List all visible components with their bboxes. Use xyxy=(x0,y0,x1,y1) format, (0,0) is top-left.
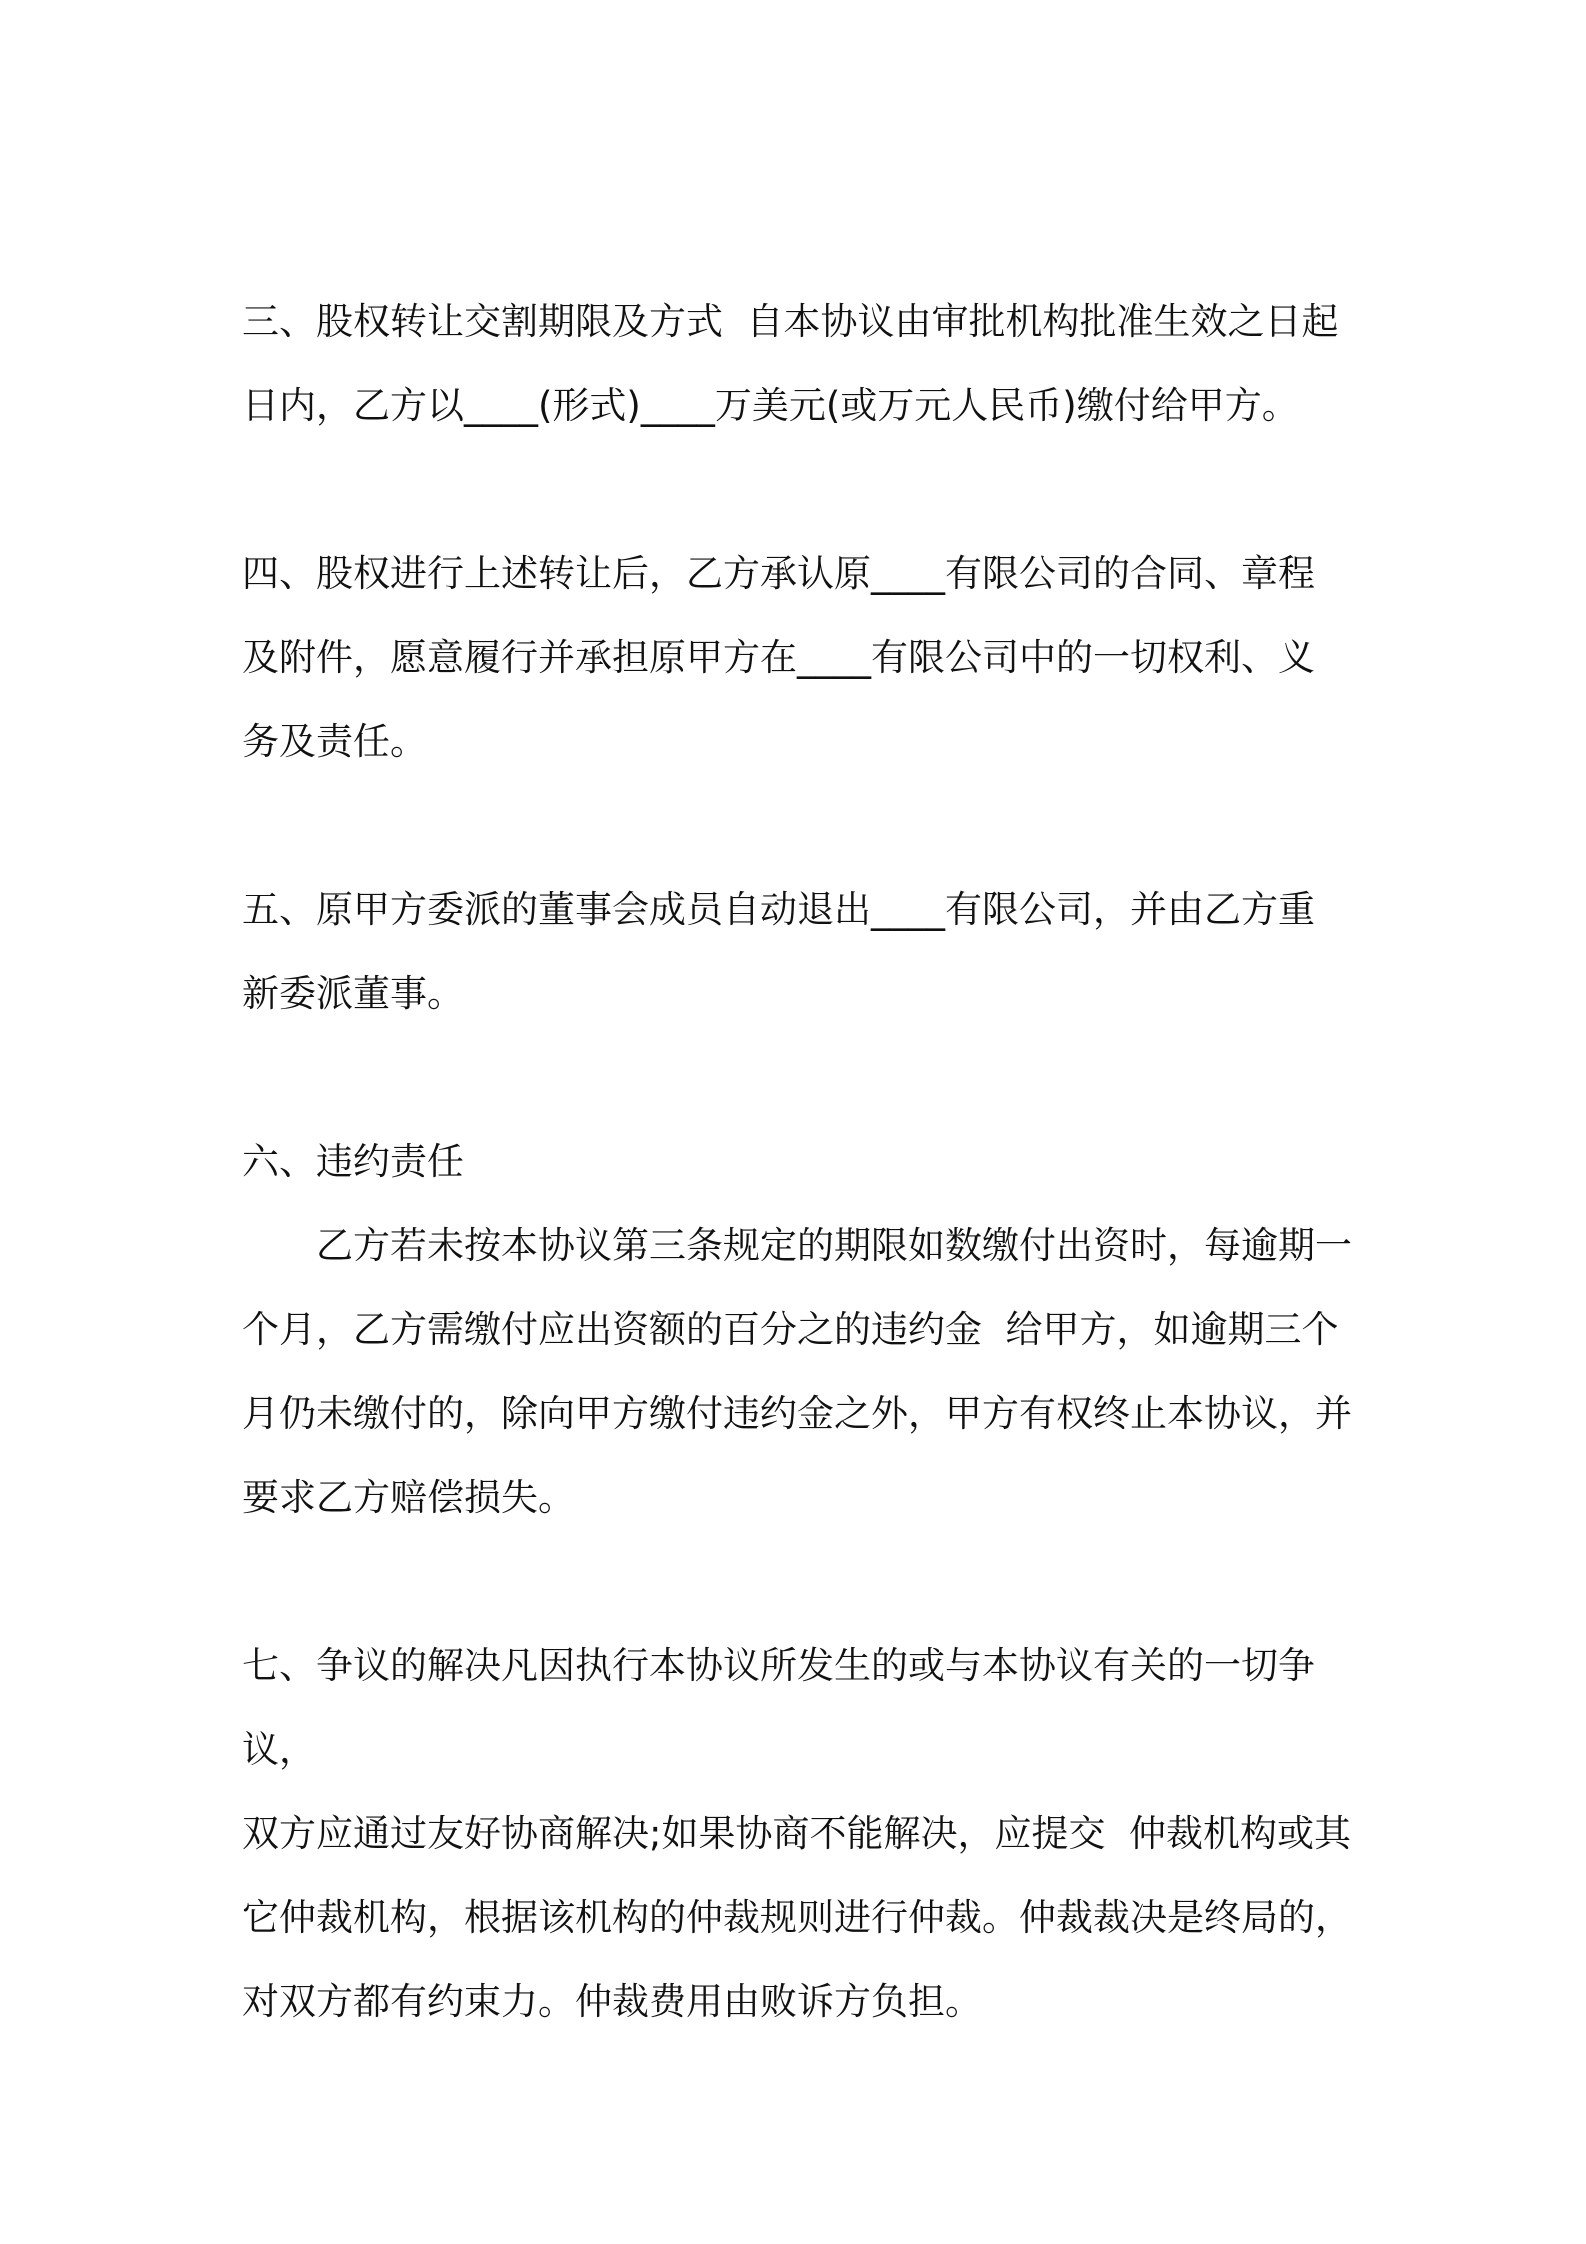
text-line: 三、股权转让交割期限及方式 自本协议由审批机构批准生效之日起 xyxy=(242,300,1339,343)
section-6-breach-liability xyxy=(242,1120,1362,1540)
section-3-transfer-terms xyxy=(242,280,1362,448)
text-line: 七、争议的解决凡因执行本协议所发生的或与本协议有关的一切争议， xyxy=(242,1644,1315,1771)
text-line: 乙方若未按本协议第三条规定的期限如数缴付出资时，每逾期一 xyxy=(316,1224,1352,1267)
text-line: 新委派董事。 xyxy=(242,972,464,1015)
text-line: 务及责任。 xyxy=(242,720,427,763)
text-line: 它仲裁机构，根据该机构的仲裁规则进行仲裁。仲裁裁决是终局的， xyxy=(242,1896,1352,1939)
text-line: 四、股权进行上述转让后，乙方承认原____有限公司的合同、章程 xyxy=(242,552,1315,595)
text-line: 对双方都有约束力。仲裁费用由败诉方负担。 xyxy=(242,1980,982,2023)
text-line: 及附件，愿意履行并承担原甲方在____有限公司中的一切权利、义 xyxy=(242,636,1315,679)
section-heading: 六、违约责任 xyxy=(242,1140,464,1183)
text-line: 双方应通过友好协商解决;如果协商不能解决，应提交 仲裁机构或其 xyxy=(242,1812,1351,1855)
section-4-rights-obligations xyxy=(242,532,1362,784)
text-line: 五、原甲方委派的董事会成员自动退出____有限公司，并由乙方重 xyxy=(242,888,1315,931)
text-line: 个月，乙方需缴付应出资额的百分之的违约金 给甲方，如逾期三个 xyxy=(242,1308,1339,1351)
section-7-dispute-resolution xyxy=(242,1624,1362,2044)
text-line: 日内，乙方以____(形式)____万美元(或万元人民币)缴付给甲方。 xyxy=(242,384,1299,427)
section-body xyxy=(242,1204,1362,1540)
text-line: 要求乙方赔偿损失。 xyxy=(242,1476,575,1519)
text-line: 月仍未缴付的，除向甲方缴付违约金之外，甲方有权终止本协议，并 xyxy=(242,1392,1352,1435)
section-5-board-members xyxy=(242,868,1362,1036)
document-body xyxy=(242,280,1362,2044)
